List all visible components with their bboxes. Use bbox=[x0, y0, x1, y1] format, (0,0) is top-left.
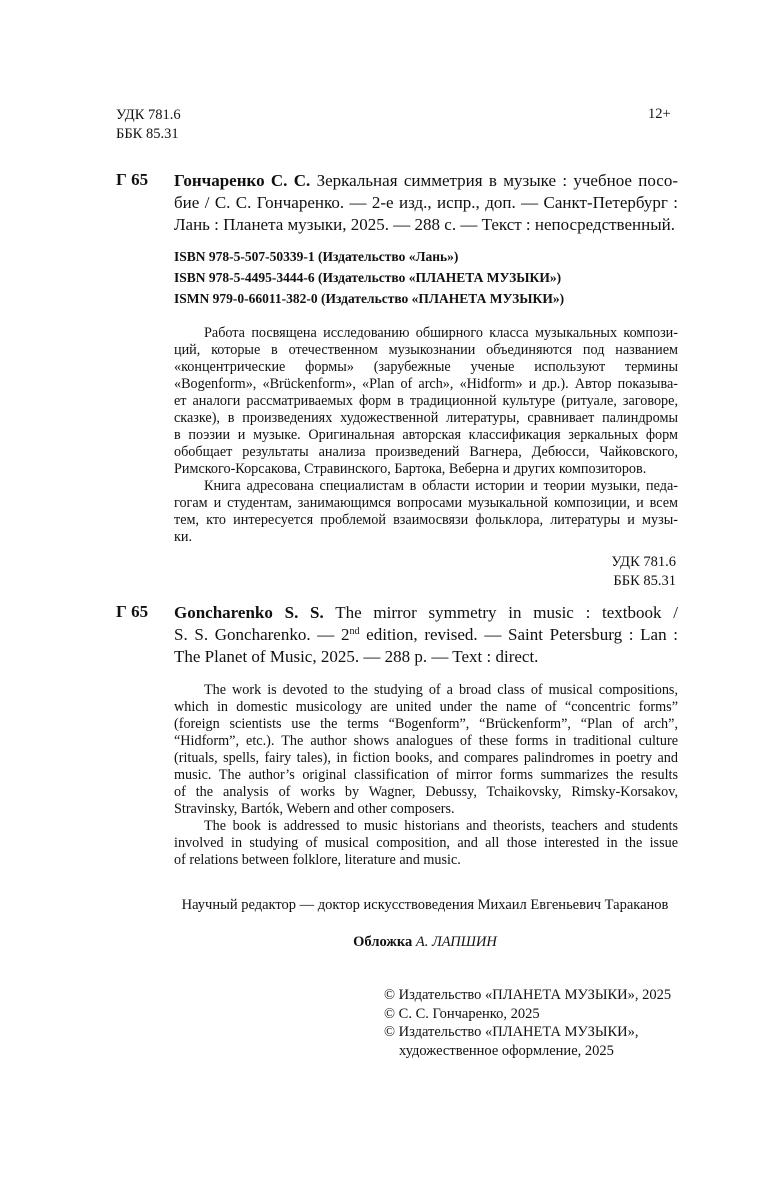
entry-ru-line-1: Зеркальная симметрия в музыке : учебное посо- bbox=[316, 171, 678, 190]
bbk-code-right: ББК 85.31 bbox=[613, 573, 676, 589]
abstract-ru-line: гогам и студентам, занимающимся вопросами музыкальной композиции, и всем bbox=[174, 495, 678, 511]
abstract-en-line: music. The author’s original classification of mirror forms summarizes the results bbox=[174, 767, 678, 783]
ismn-planeta: ISMN 979-0-66011-382-0 (Издательство «ПЛАНЕТА МУЗЫКИ») bbox=[174, 291, 565, 306]
abstract-ru-line: тем, кто интересуется проблемой взаимосвязи фольклора, литературы и музы- bbox=[174, 512, 678, 528]
abstract-en-line: “Hidform”, etc.). The author shows analogues of these forms in traditional culture bbox=[174, 733, 678, 749]
entry-en-line-2a: S. S. Goncharenko. — 2 bbox=[174, 625, 350, 644]
author-code-ru: Г 65 bbox=[116, 170, 149, 189]
abstract-en bbox=[174, 682, 678, 869]
author-name-ru: Гончаренко С. С. bbox=[174, 171, 311, 190]
copyright-line: художественное оформление, 2025 bbox=[399, 1042, 614, 1059]
bbk-code: ББК 85.31 bbox=[116, 126, 179, 142]
abstract-ru-line: сказке), в произведениях художественной литературы, сравнивает палиндромы bbox=[174, 410, 678, 426]
isbn-planeta: ISBN 978-5-4495-3444-6 (Издательство «ПЛАНЕТА МУЗЫКИ») bbox=[174, 270, 562, 285]
superscript-nd: nd bbox=[349, 626, 360, 637]
entry-ru-line-3: Лань : Планета музыки, 2025. — 288 с. — Текст : непосредственный. bbox=[174, 215, 675, 234]
abstract-en-line: The work is devoted to the studying of a broad class of musical compositions, bbox=[204, 682, 678, 698]
abstract-ru-line: в поэзии и музыке. Оригинальная авторская классификация зеркальных форм bbox=[174, 427, 678, 443]
abstract-ru-line: Римского-Корсакова, Стравинского, Бартока, Веберна и других композиторов. bbox=[174, 461, 647, 477]
udk-code: УДК 781.6 bbox=[116, 107, 181, 123]
copyright-line: © С. С. Гончаренко, 2025 bbox=[384, 1005, 540, 1022]
abstract-ru-line: ций, которые в отечественном музыкознании объединяются под названием bbox=[174, 342, 678, 358]
abstract-en-line: (foreign scientists use the terms “Bogenform”, “Brückenform”, “Plan of arch”, bbox=[174, 716, 678, 732]
bibliographic-entry-en bbox=[174, 602, 678, 668]
abstract-ru-line: Книга адресована специалистам в области истории и теории музыки, педа- bbox=[204, 478, 678, 494]
abstract-en-line: The book is addressed to music historians and theorists, teachers and students bbox=[204, 818, 678, 834]
age-rating: 12+ bbox=[648, 106, 671, 122]
udk-code-right: УДК 781.6 bbox=[611, 554, 676, 570]
abstract-ru-line: ет аналоги рассматриваемых форм в традиционной культуре (ритуале, заговоре, bbox=[174, 393, 678, 409]
abstract-ru-line: обобщает результаты анализа произведений Вагнера, Дебюсси, Чайковского, bbox=[174, 444, 678, 460]
entry-en-line-3: The Planet of Music, 2025. — 288 p. — Text : direct. bbox=[174, 647, 539, 666]
abstract-ru-line: «концентрические формы» (зарубежные ученые используют термины bbox=[174, 359, 678, 375]
cover-label: Обложка bbox=[353, 934, 413, 950]
copyright-line: © Издательство «ПЛАНЕТА МУЗЫКИ», 2025 bbox=[384, 987, 672, 1003]
abstract-en-line: of relations between folklore, literature and music. bbox=[174, 852, 461, 868]
udk-bbk-right bbox=[611, 553, 676, 591]
abstract-en-line: involved in studying of musical composition, and all those interested in the issue bbox=[174, 835, 678, 851]
abstract-en-line: (rituals, spells, fairy tales), in fiction books, and compares palindromes in poetry and bbox=[174, 750, 678, 766]
copyright-line: © Издательство «ПЛАНЕТА МУЗЫКИ», bbox=[384, 1024, 639, 1040]
scientific-editor: Научный редактор — доктор искусствоведения Михаил Евгеньевич Тараканов bbox=[181, 897, 669, 913]
isbn-list bbox=[174, 246, 564, 309]
cover-artist: А. ЛАПШИН bbox=[415, 934, 497, 950]
abstract-ru bbox=[174, 325, 678, 546]
isbn-lan: ISBN 978-5-507-50339-1 (Издательство «Лань») bbox=[174, 249, 459, 264]
copyright-block bbox=[384, 986, 671, 1060]
abstract-en-line: which in domestic musicology are united under the name of “concentric forms” bbox=[174, 699, 678, 715]
abstract-ru-line: ки. bbox=[174, 529, 193, 545]
abstract-ru-line: Работа посвящена исследованию обширного класса музыкальных компози- bbox=[204, 325, 678, 341]
udk-bbk-header bbox=[116, 106, 181, 144]
author-name-en: Goncharenko S. S. bbox=[174, 603, 324, 622]
author-code-en: Г 65 bbox=[116, 602, 149, 621]
bibliographic-entry-ru bbox=[174, 170, 678, 236]
entry-en-line-1: The mirror symmetry in music : textbook / bbox=[335, 603, 678, 622]
entry-en-line-2b: edition, revised. — Saint Petersburg : Lan : bbox=[359, 625, 679, 644]
abstract-en-line: of the analysis of works by Wagner, Debussy, Tchaikovsky, Rimsky-Korsakov, bbox=[174, 784, 678, 800]
entry-ru-line-2: бие / С. С. Гончаренко. — 2-е изд., испр., доп. — Санкт-Петербург : bbox=[174, 193, 678, 212]
abstract-en-line: Stravinsky, Bartók, Webern and other composers. bbox=[174, 801, 455, 817]
cover-credit bbox=[160, 934, 690, 951]
abstract-ru-line: «Bogenform», «Brückenform», «Plan of arch», «Hidform» и др.). Автор показыва- bbox=[174, 376, 678, 392]
